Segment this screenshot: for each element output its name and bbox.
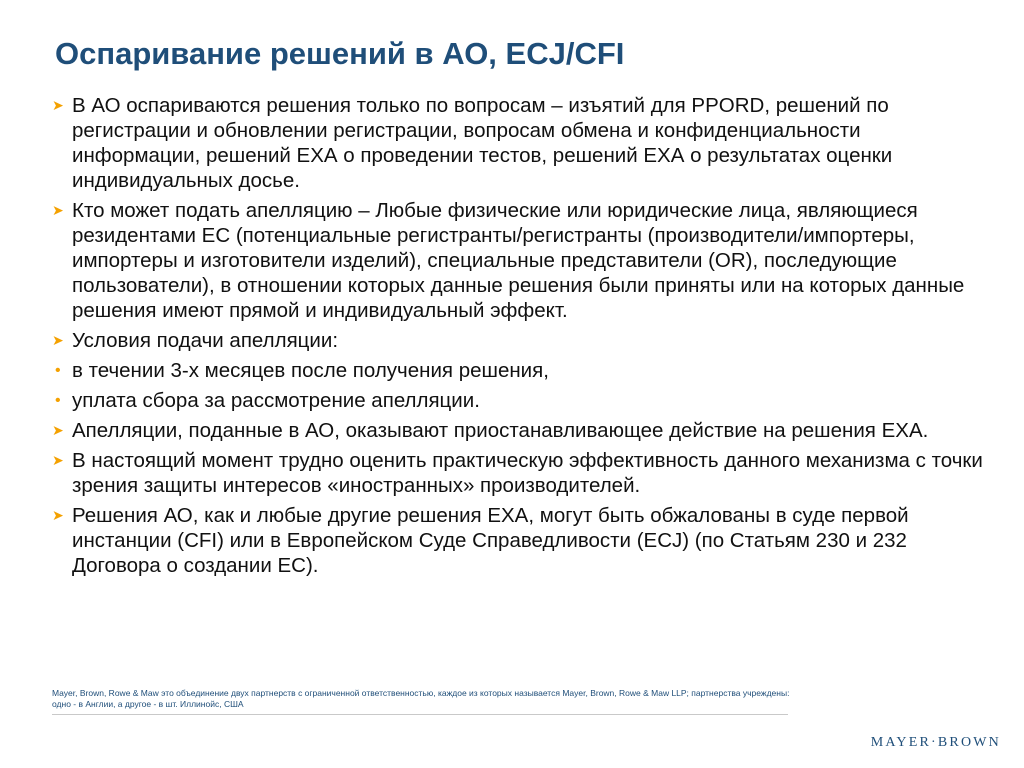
footnote-line: одно - в Англии, а другое - в шт. Иллинойс, США [52,699,244,709]
arrow-bullet-icon: ➤ [52,507,64,523]
arrow-bullet-icon: ➤ [52,452,64,468]
bullet-item [52,388,992,413]
bullet-text: Кто может подать апелляцию – Любые физические или юридические лица, являющиеся резидентами ЕС (потенциальные регистранты/регистранты (производители/импортеры, импортеры и изготовители изделий), специальные представители (OR), последующие пользователи), в отношении которых данные решения были приняты или на которых данные решения имеют прямой и индивидуальный эффект. [72,199,965,322]
bullet-item [52,418,992,443]
bullet-item [52,93,992,193]
bullet-text: в течении 3-х месяцев после получения решения, [72,359,549,382]
legal-footnote [52,688,822,710]
bullet-text: Апелляции, поданные в АО, оказывают приостанавливающее действие на решения ЕХА. [72,419,929,442]
bullet-text: Решения АО, как и любые другие решения ЕХА, могут быть обжалованы в суде первой инстанции (CFI) или в Европейском Суде Справедливости (ECJ) (по Статьям 230 и 232 Договора о создании ЕС). [72,504,909,577]
footnote-line: Mayer, Brown, Rowe & Maw это объединение двух партнерств с ограниченной ответственностью, каждое из которых называется Mayer, Brown, Rowe & Maw LLP; партнерства учреждены: [52,688,790,698]
bullet-item [52,328,992,353]
bullet-item [52,358,992,383]
bullet-text: В настоящий момент трудно оценить практическую эффективность данного механизма с точки зрения защиты интересов «иностранных» производителей. [72,449,983,497]
slide-title: Оспаривание решений в АО, ECJ/CFI [55,36,625,71]
arrow-bullet-icon: ➤ [52,332,64,348]
footer-divider [52,714,788,715]
bullet-text: В АО оспариваются решения только по вопросам – изъятий для PPORD, решений по регистрации и обновлении регистрации, вопросам обмена и конфиденциальности информации, решений ЕХА о проведении тестов, решений ЕХА о результатах оценки индивидуальных досье. [72,94,893,192]
arrow-bullet-icon: ➤ [52,202,64,218]
bullet-item [52,448,992,498]
bullet-text: уплата сбора за рассмотрение апелляции. [72,389,480,412]
arrow-bullet-icon: ➤ [52,97,64,113]
company-logo: MAYER·BROWN [870,735,1001,750]
bullet-text: Условия подачи апелляции: [72,329,339,352]
arrow-bullet-icon: ➤ [52,422,64,438]
dot-bullet-icon: • [55,362,61,379]
dot-bullet-icon: • [55,392,61,409]
bullet-item [52,198,992,323]
bullet-item [52,503,992,578]
bullet-list [52,93,992,583]
